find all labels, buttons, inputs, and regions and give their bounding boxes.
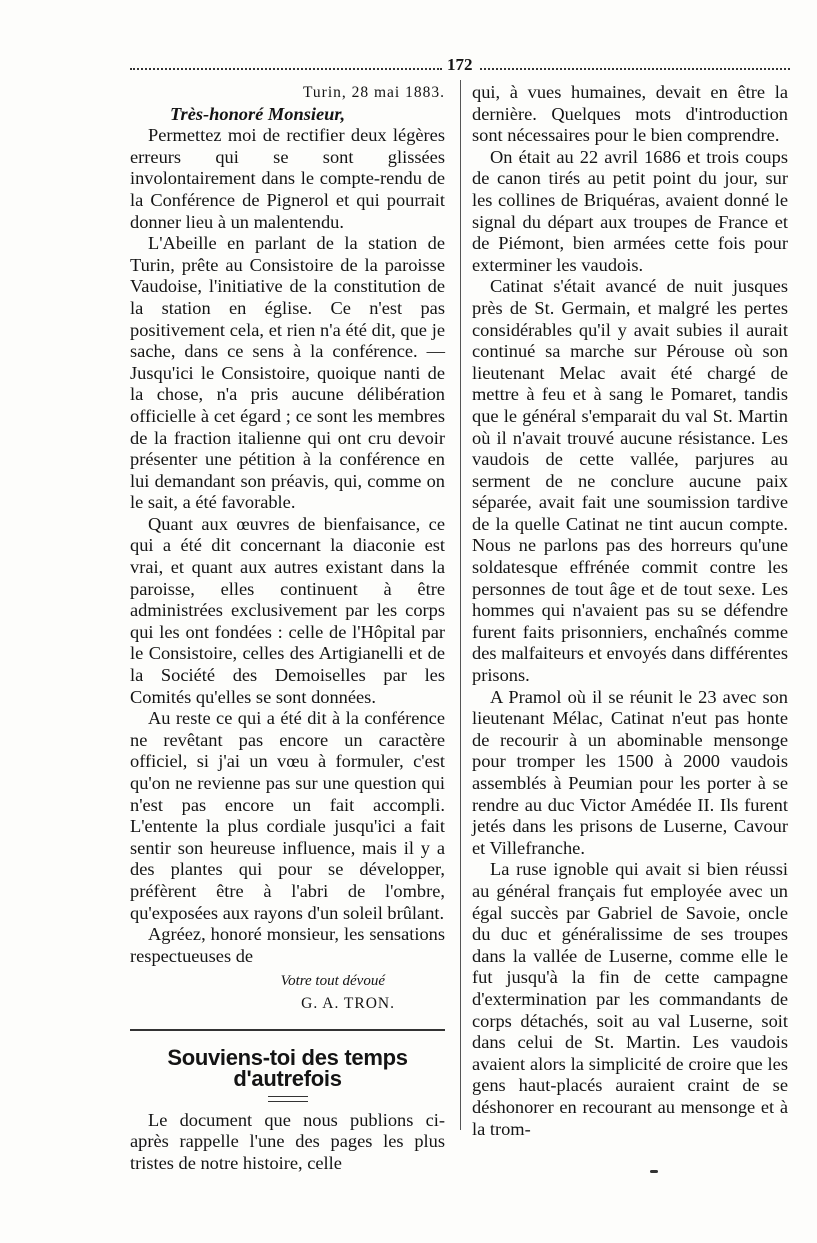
letter-signature: G. A. TRON.	[301, 994, 395, 1012]
left-column	[130, 82, 445, 1175]
letter-paragraph: Quant aux œuvres de bienfaisance, ce qui a été dit concernant la diaconie est vrai, et quant aux autres existant dans la paroisse, elles continuent à être administrées exclusivement par les corps qui les ont fondées : celle de l'Hôpital par le Consistoire, celles des Artigianelli et de la Société des Demoiselles par les Comités qu'elles se sont données.	[130, 513, 445, 707]
article-paragraph: La ruse ignoble qui avait si bien réussi au général français fut employée avec un égal succès par Gabriel de Savoie, oncle du duc et généralissime de ses troupes dans la vallée de Luserne, comme elle le fut jusqu'à la fin de cette campagne d'extermination par les commandants de corps détachés, soit au val Luserne, soit dans celui de St. Martin. Les vaudois avaient alors la simplicité de croire que les gens haut-placés auraient craint de se déshonorer en recourant au mensonge et à la trom-	[472, 859, 788, 1139]
ink-speck	[650, 1170, 658, 1173]
section-divider	[130, 1029, 445, 1031]
letter-paragraph: Permettez moi de rectifier deux légères erreurs qui se sont glissées involontairement dans le compte-rendu de la Conférence de Pignerol et qui pourrait donner lieu à un malentendu.	[130, 125, 445, 232]
letter-closing: Votre tout dévoué	[280, 973, 385, 990]
column-divider	[460, 80, 461, 1130]
article-paragraph: qui, à vues humaines, devait en être la dernière. Quelques mots d'introduction sont nécessaires pour le bien comprendre.	[472, 82, 788, 146]
letter-paragraph: Agréez, honoré monsieur, les sensations respectueuses de	[130, 924, 445, 966]
section-title: Souviens-toi des temps d'autrefois	[167, 1044, 408, 1092]
article-paragraph: A Pramol où il se réunit le 23 avec son lieutenant Mélac, Catinat n'eut pas honte de recourir à un abominable mensonge pour tromper les 1500 à 2000 vaudois assemblés à Peumian pour les porter à se rendre au duc Victor Amédée II. Ils furent jetés dans les prisons de Luserne, Cavour et Villefranche.	[472, 686, 788, 858]
letter-paragraph: L'Abeille en parlant de la station de Turin, prête au Consistoire de la paroisse Vaudoise, l'initiative de la constitution de la station en église. Ce n'est pas positivement cela, et rien n'a été dit, que je sache, dans ce sens à la conférence. — Jusqu'ici le Consistoire, quoique nanti de la chose, n'a pris aucune délibération officielle à cet égard ; ce sont les membres de la fraction italienne qui ont cru devoir présenter une pétition à la conférence en lui demandant son préavis, qui, comme on le sait, a été favorable.	[130, 233, 445, 513]
header-rule-left	[130, 68, 442, 70]
title-ornament	[268, 1096, 308, 1102]
letter-salutation: Très-honoré Monsieur,	[170, 103, 346, 124]
page-number: 172	[447, 55, 473, 74]
article-paragraph: On était au 22 avril 1686 et trois coups de canon tirés au petit point du jour, sur les collines de Briquéras, avaient donné le signal du départ aux troupes de France et de Piémont, bien armées cette fois pour exterminer les vaudois.	[472, 146, 788, 275]
right-column	[472, 82, 788, 1140]
letter-dateline: Turin, 28 mai 1883.	[302, 84, 445, 101]
article-paragraph: Catinat s'était avancé de nuit jusques près de St. Germain, et malgré les pertes considérables qu'il y avait subies il aurait continué sa marche sur Pérouse où son lieutenant Melac avait été chargé de mettre à feu et à sang le Pomaret, tandis que le général s'emparait du val St. Martin où il n'avait trouvé aucune résistance. Les vaudois de cette vallée, parjures au serment de ne conclure aucune paix séparée, avait fait une soumission tardive de la quelle Catinat ne tint aucun compte. Nous ne parlons pas des horreurs qu'une soldatesque effrénée commit contre les personnes de tout âge et de tout sexe. Les hommes qui n'avaient pas su se défendre furent faits prisonniers, enchaînés comme des malfaiteurs et envoyés dans différentes prisons.	[472, 276, 788, 686]
article-paragraph: Le document que nous publions ci-après rappelle l'une des pages les plus tristes de notre histoire, celle	[130, 1109, 445, 1173]
header-rule-right	[480, 68, 790, 70]
letter-paragraph: Au reste ce qui a été dit à la conférence ne revêtant pas encore un caractère officiel, si j'ai un vœu à formuler, c'est qu'on ne revienne pas sur une question qui n'est pas encore un fait accompli. L'entente la plus cordiale jusqu'ici a fait sentir son heureuse influence, mais il y a des plantes qui pour se développer, préfèrent être à l'abri de l'ombre, qu'exposées aux rayons d'un soleil brûlant.	[130, 708, 445, 923]
